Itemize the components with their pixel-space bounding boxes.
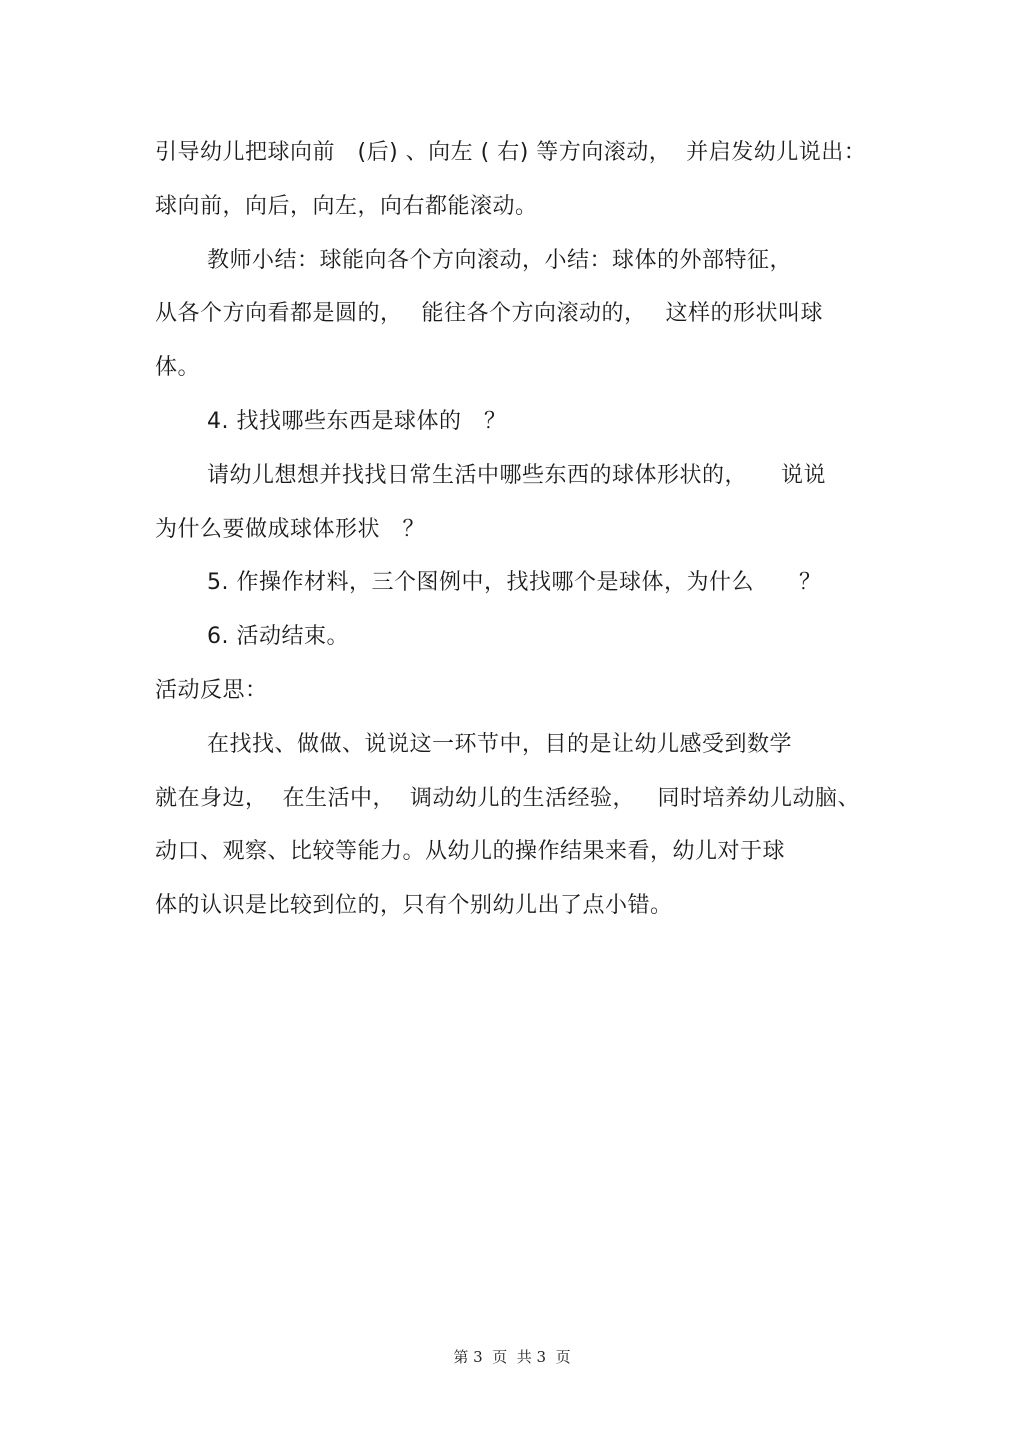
heading-step-6: 6. 活动结束。 — [207, 624, 349, 649]
text-line-3: 教师小结：球能向各个方向滚动，小结：球体的外部特征， — [207, 248, 793, 273]
text-line-4: 从各个方向看都是圆的， 能往各个方向滚动的， 这样的形状叫球 — [155, 301, 823, 326]
text-line-1: 引导幼儿把球向前 (后) 、向左 ( 右) 等方向滚动， 并启发幼儿说出： — [155, 140, 867, 165]
text-line-15: 体的认识是比较到位的，只有个别幼儿出了点小错。 — [155, 893, 673, 918]
text-line-7: 请幼儿想想并找找日常生活中哪些东西的球体形状的， 说说 — [207, 463, 827, 488]
page-footer: 第 3 页 共 3 页 — [453, 1348, 571, 1366]
text-line-14: 动口、观察、比较等能力。从幼儿的操作结果来看，幼儿对于球 — [155, 839, 786, 864]
heading-step-4: 4. 找找哪些东西是球体的 ？ — [207, 409, 507, 434]
section-heading-reflection: 活动反思： — [155, 678, 268, 703]
text-line-2: 球向前，向后，向左，向右都能滚动。 — [155, 194, 538, 219]
heading-step-5: 5. 作操作材料，三个图例中，找找哪个是球体，为什么 ？ — [207, 570, 822, 595]
text-line-5: 体。 — [155, 355, 201, 380]
text-line-13: 就在身边， 在生活中， 调动幼儿的生活经验， 同时培养幼儿动脑、 — [155, 786, 860, 811]
text-line-12: 在找找、做做、说说这一环节中，目的是让幼儿感受到数学 — [207, 732, 793, 757]
text-line-8: 为什么要做成球体形状 ？ — [155, 517, 426, 542]
